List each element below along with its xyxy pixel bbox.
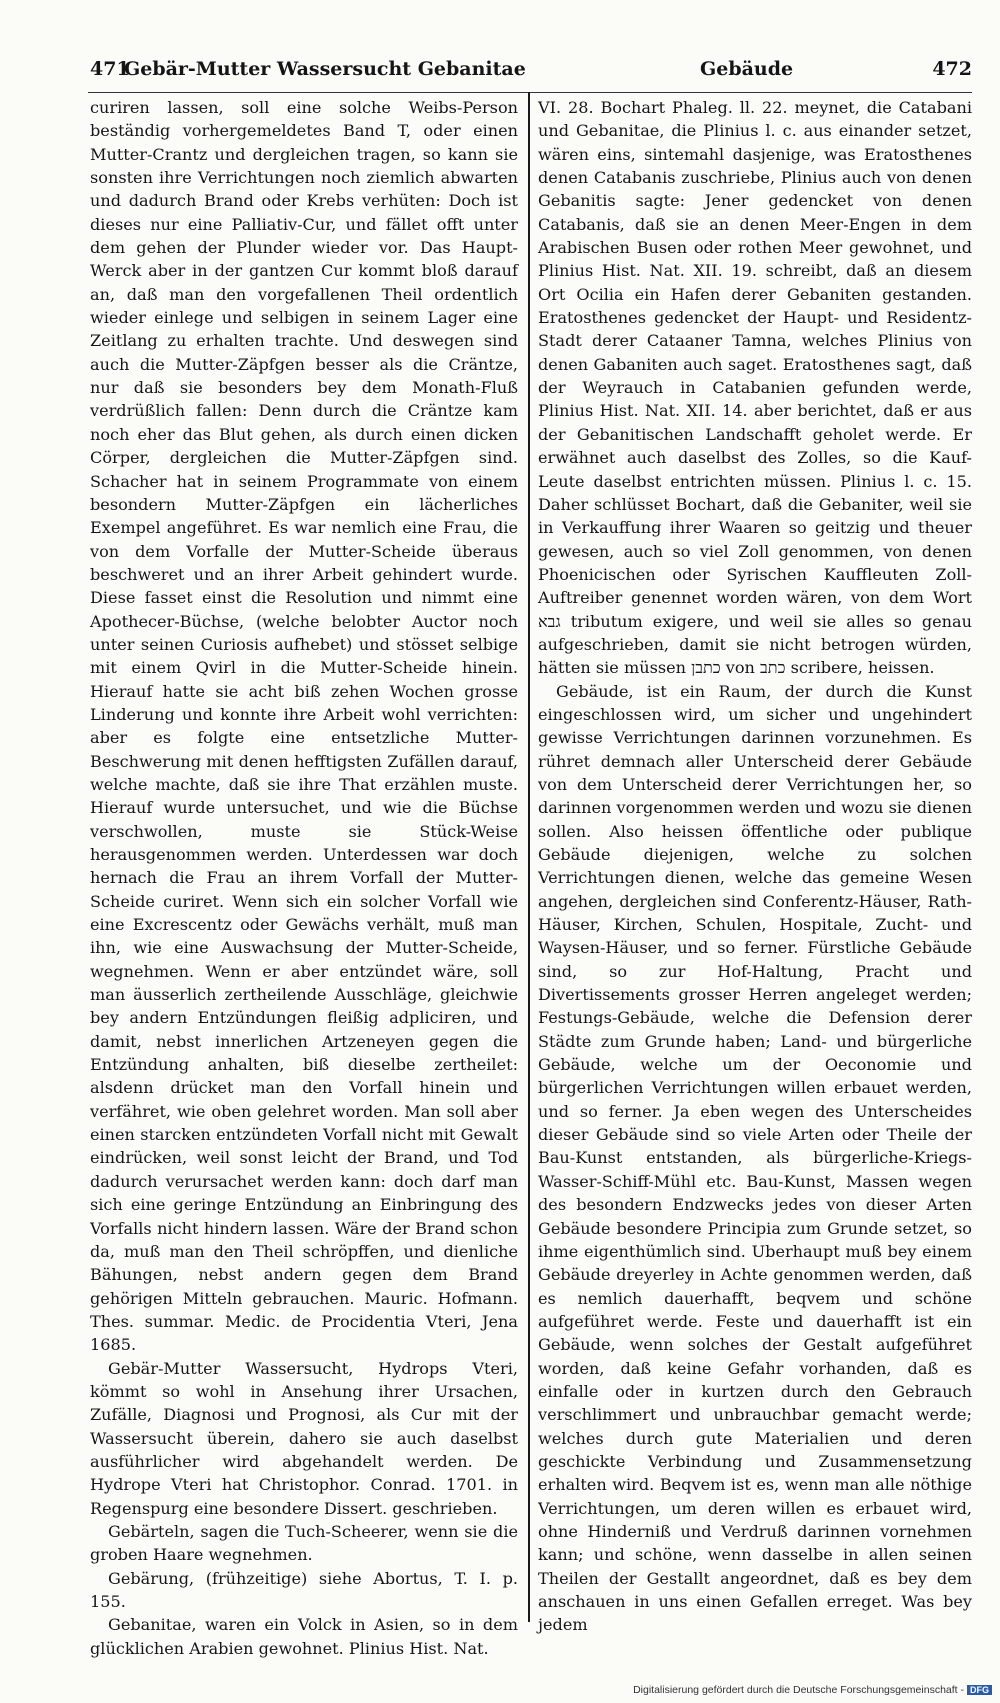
credit-text: Digitalisierung gefördert durch die Deutsche Forschungsgemeinschaft -	[633, 1684, 964, 1696]
right-column	[538, 96, 972, 1666]
dfg-logo: DFG	[967, 1685, 992, 1695]
entry-gebaerung: Gebärung, (frühzeitige) siehe Abortus, T. I. p. 155.	[90, 1568, 518, 1611]
left-column	[90, 96, 518, 1658]
page-number-right: 472	[932, 58, 972, 80]
entry-continuation: curiren lassen, soll eine solche Weibs-Person beständig vorhergemeldetes Band T, oder einen Mutter-Crantz und dergleichen tragen, so kann sie sonsten ihre Verrichtungen noch ziemlich abwarten und dadurch Brand oder Krebs verhüten: Doch ist dieses nur eine Palliativ-Cur, und fället offt unter dem gehen der Plunder wieder vor. Das Haupt-Werck aber in der gantzen Cur kommt bloß darauf an, daß man den vorgefallenen Theil ordentlich wieder einlege und selbigen in seinem Lager eine Zeitlang zu erhalten trachte. Und deswegen sind auch die Mutter-Zäpfgen besser als die Cräntze, nur daß sie besonders bey dem Monath-Fluß verdrüßlich fallen: Denn durch die Cräntze kam noch eher das Blut gehen, als durch einen dicken Cörper, dergleichen die Mutter-Zäpfgen sind. Schacher hat in seinem Programmate von einem besondern Mutter-Zäpfgen ein lächerliches Exempel angeführet. Es war nemlich eine Frau, die von dem Vorfalle der Mutter-Scheide überaus beschweret und an ihrer Arbeit gehindert wurde. Diese fasset einst die Resolution und nimmt eine Apothecer-Büchse, (welche belobter Auctor noch unter seinen Curiosis aufhebet) und stösset selbige mit einem Qvirl in die Mutter-Scheide hinein. Hierauf hatte sie acht biß zehen Wochen grosse Linderung und konnte ihre Arbeit wohl verrichten: aber es folgte eine entsetzliche Mutter-Beschwerung mit denen hefftigsten Zufällen darauf, welche machte, daß sie ihre That erzählen muste. Hierauf wurde untersuchet, und wie die Büchse verschwollen, muste sie Stück-Weise herausgenommen werden. Unterdessen war doch hernach die Frau an ihrem Vorfall der Mutter-Scheide curiret. Wenn sich ein solcher Vorfall wie eine Excrescentz oder Gewächs verhält, muß man ihn, wie eine Auswachsung der Mutter-Scheide, wegnehmen. Wenn er aber entzündet wäre, soll man äusserlich zertheilende Ausschläge, gleichwie bey andern Entzündungen fleißig adpliciren, und damit, nebst innerlichen Artzeneyen gegen die Entzündung anhalten, biß dieselbe zertheilet: alsdenn drücket man den Vorfall hinein und verfähret, wie oben gelehret worden. Man soll aber einen starcken entzündeten Vorfall nicht mit Gewalt eindrücken, weil sonst leicht der Brand, und Tod dadurch verursachet werden kann: doch darf man sich eine geringe Entzündung an Einbringung des Vorfalls nicht hindern lassen. Wäre der Brand schon da, muß man den Theil schröpffen, und dienliche Bähungen, nebst andern gegen dem Brand gehörigen Mitteln gebrauchen. Mauric. Hofmann. Thes. summar. Medic. de Procidentia Vteri, Jena 1685.	[90, 98, 518, 1355]
entry-gebaeude: Gebäude, ist ein Raum, der durch die Kunst eingeschlossen wird, um sicher und ungehindert gewisse Verrichtungen darinnen vorzunehmen. Es rühret demnach aller Unterscheid derer Gebäude von dem Unterscheid derer Verrichtungen her, so darinnen vorgenommen werden und wozu sie dienen sollen. Also heissen öffentliche oder publique Gebäude diejenigen, welche zu solchen Verrichtungen dienen, welche das gemeine Wesen angehen, dergleichen sind Conferentz-Häuser, Rath-Häuser, Kirchen, Schulen, Hospitale, Zucht- und Waysen-Häuser, und so ferner. Fürstliche Gebäude sind, so zur Hof-Haltung, Pracht und Divertissements grosser Herren angeleget werden; Festungs-Gebäude, welche die Defension derer Städte zum Grunde haben; Land- und bürgerliche Gebäude, welche um der Oeconomie und bürgerlichen Verrichtungen willen erbauet werden, und so ferner. Ja eben wegen des Unterscheides dieser Gebäude sind so viele Arten oder Theile der Bau-Kunst entstanden, als bürgerliche-Kriegs-Wasser-Schiff-Mühl etc. Bau-Kunst, Massen wegen des besondern Endzwecks jedes von dieser Arten Gebäude besondere Principia zum Grunde setzet, so ihme eigenthümlich sind. Uberhaupt muß bey einem Gebäude dreyerley in Achte genommen werden, daß es nemlich dauerhafft, beqvem und schöne aufgeführet werde. Feste und dauerhafft ist ein Gebäude, wenn solches der Gestalt aufgeführet worden, daß keine Gefahr vorhanden, daß es einfalle oder in kurtzen durch den Gebrauch verschlimmert und unbrauchbar gemacht werde; welches durch gute Materialien und deren geschickte Verbindung und Zusammensetzung erhalten wird. Beqvem ist es, wenn man alle nöthige Verrichtungen, um deren willen es erbauet wird, ohne Hinderniß und Verdruß darinnen vornehmen kann; und schöne, wenn dasselbe in allen seinen Theilen der Gestallt angeordnet, daß es bey dem anschauen in uns einen Gefallen erreget. Was bey jedem	[538, 681, 972, 1635]
column-divider	[528, 92, 530, 1622]
running-title-right: Gebäude	[700, 58, 794, 80]
header-rule	[88, 92, 972, 93]
page-header	[90, 58, 972, 92]
entry-gebaerteln: Gebärteln, sagen die Tuch-Scheerer, wenn sie die groben Haare wegnehmen.	[90, 1521, 518, 1565]
digitization-credit	[633, 1684, 992, 1696]
entry-gebanitae-continued: VI. 28. Bochart Phaleg. ll. 22. meynet, die Catabani und Gebanitae, die Plinius l. c. aus einander setzet, wären eins, sintemahl dasjenige, was Eratosthenes denen Catabanis zuschriebe, Plinius auch von denen Gebanitis sagte: Jener gedencket von denen Catabanis, daß sie an denen Meer-Engen in dem Arabischen Busen oder rothen Meer gewohnet, und Plinius Hist. Nat. XII. 19. schreibt, daß an diesem Ort Ocilia ein Hafen derer Gebaniten gestanden. Eratosthenes gedencket der Haupt- und Residentz-Stadt derer Cataaner Tamna, welches Plinius von denen Gabaniten auch saget. Eratosthenes sagt, daß der Weyrauch in Catabanien gefunden werde, Plinius Hist. Nat. XII. 14. aber berichtet, daß er aus der Gebanitischen Landschafft geholet werde. Er erwähnet auch daselbst des Zolles, so die Kauf-Leute daselbst entrichten müssen. Plinius l. c. 15. Daher schlüsset Bochart, daß die Gebaniter, weil sie in Verkauffung ihrer Waaren so geitzig und theuer gewesen, auch so viel Zoll genommen, von denen Phoenicischen oder Syrischen Kauffleuten Zoll-Auftreiber genennet worden wären, von dem Wort גבא tributum exigere, und weil sie alles so genau aufgeschrieben, damit sie nicht betrogen würden, hätten sie müssen כתבן von כתב scribere, heissen.	[538, 98, 972, 678]
running-title-left: Gebär-Mutter Wassersucht Gebanitae	[124, 58, 526, 80]
entry-gebanitae: Gebanitae, waren ein Volck in Asien, so in dem glücklichen Arabien gewohnet. Plinius Hist. Nat.	[90, 1615, 518, 1658]
page-number-left: 471	[90, 58, 130, 80]
entry-hydrops-vteri: Gebär-Mutter Wassersucht, Hydrops Vteri, kömmt so wohl in Ansehung ihrer Ursachen, Zufälle, Diagnosi und Prognosi, als Cur mit der Wassersucht überein, dahero sie auch daselbst ausführlicher wird abgehandelt werden. De Hydrope Vteri hat Christophor. Conrad. 1701. in Regenspurg eine besondere Dissert. geschrieben.	[90, 1358, 518, 1518]
